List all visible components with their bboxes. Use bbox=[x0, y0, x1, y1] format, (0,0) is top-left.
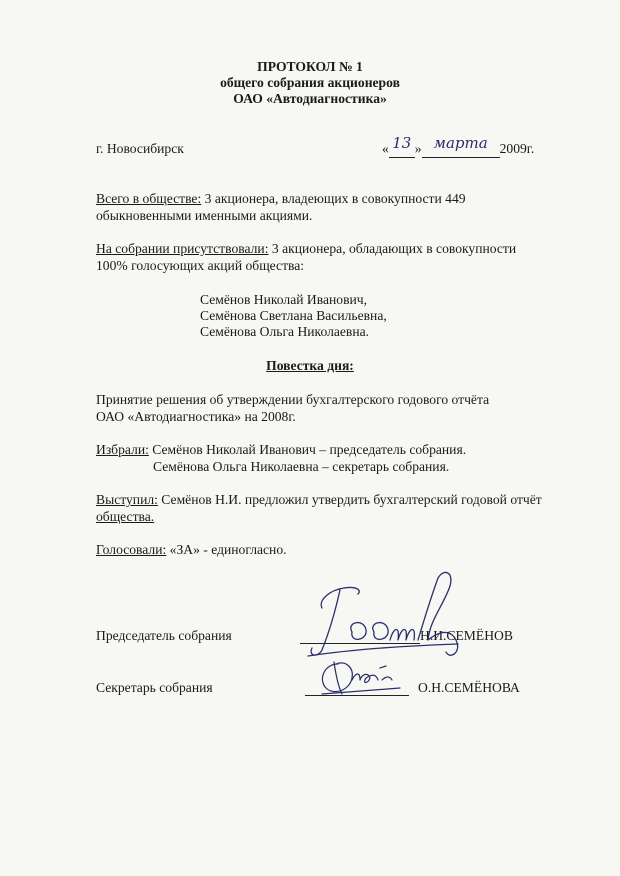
secretary-label: Секретарь собрания bbox=[96, 680, 213, 695]
spoke-text-2: общества. bbox=[96, 509, 155, 524]
spoke-label: Выступил: bbox=[96, 492, 158, 507]
date-open-quote: « bbox=[382, 141, 389, 156]
elected-label: Избрали: bbox=[96, 442, 149, 457]
chairman-name: Н.И.СЕМЁНОВ bbox=[420, 628, 513, 643]
chairman-label: Председатель собрания bbox=[96, 628, 232, 643]
agenda-text-1: Принятие решения об утверждении бухгалтерского годового отчёта bbox=[96, 392, 490, 407]
secretary-name: О.Н.СЕМЁНОВА bbox=[418, 680, 520, 695]
shareholder-name: Семёнова Ольга Николаевна. bbox=[200, 324, 370, 339]
voted-text: «ЗА» - единогласно. bbox=[166, 542, 287, 557]
date-close-quote: » bbox=[414, 141, 422, 156]
total-line-1 bbox=[96, 190, 466, 207]
present-label: На собрании присутствовали: bbox=[96, 241, 269, 256]
date-day: 13 bbox=[392, 134, 412, 152]
document-subtitle: общего собрания акционеров bbox=[220, 75, 400, 90]
date-line bbox=[382, 134, 535, 158]
voted-line bbox=[96, 541, 287, 558]
city: г. Новосибирск bbox=[96, 141, 184, 156]
total-text-2: обыкновенными именными акциями. bbox=[96, 208, 313, 223]
elected-line-1 bbox=[96, 441, 466, 458]
date-month: марта bbox=[433, 134, 488, 152]
elected-text-1: Семёнов Николай Иванович – председатель собрания. bbox=[148, 442, 467, 457]
total-label: Всего в обществе: bbox=[96, 191, 202, 206]
company-name: ОАО «Автодиагностика» bbox=[233, 91, 387, 106]
document-title: ПРОТОКОЛ № 1 bbox=[257, 59, 363, 74]
elected-text-2: Семёнова Ольга Николаевна – секретарь собрания. bbox=[153, 459, 450, 474]
spoke-line-1 bbox=[96, 491, 542, 508]
shareholder-name: Семёнов Николай Иванович, bbox=[200, 292, 367, 307]
date-day-field bbox=[389, 134, 415, 158]
agenda-heading: Повестка дня: bbox=[266, 358, 354, 373]
date-month-field bbox=[422, 134, 500, 158]
present-text-2: 100% голосующих акций общества: bbox=[96, 258, 305, 273]
spoke-text-1: Семёнов Н.И. предложил утвердить бухгалтерский годовой отчёт bbox=[157, 492, 542, 507]
total-text-1: 3 акционера, владеющих в совокупности 449 bbox=[201, 191, 466, 206]
shareholder-name: Семёнова Светлана Васильевна, bbox=[200, 308, 387, 323]
date-year: 2009г. bbox=[499, 141, 535, 156]
voted-label: Голосовали: bbox=[96, 542, 167, 557]
secretary-signature bbox=[316, 650, 406, 700]
agenda-text-2: ОАО «Автодиагностика» на 2008г. bbox=[96, 409, 296, 424]
present-text-1: 3 акционера, обладающих в совокупности bbox=[268, 241, 517, 256]
present-line-1 bbox=[96, 240, 516, 257]
